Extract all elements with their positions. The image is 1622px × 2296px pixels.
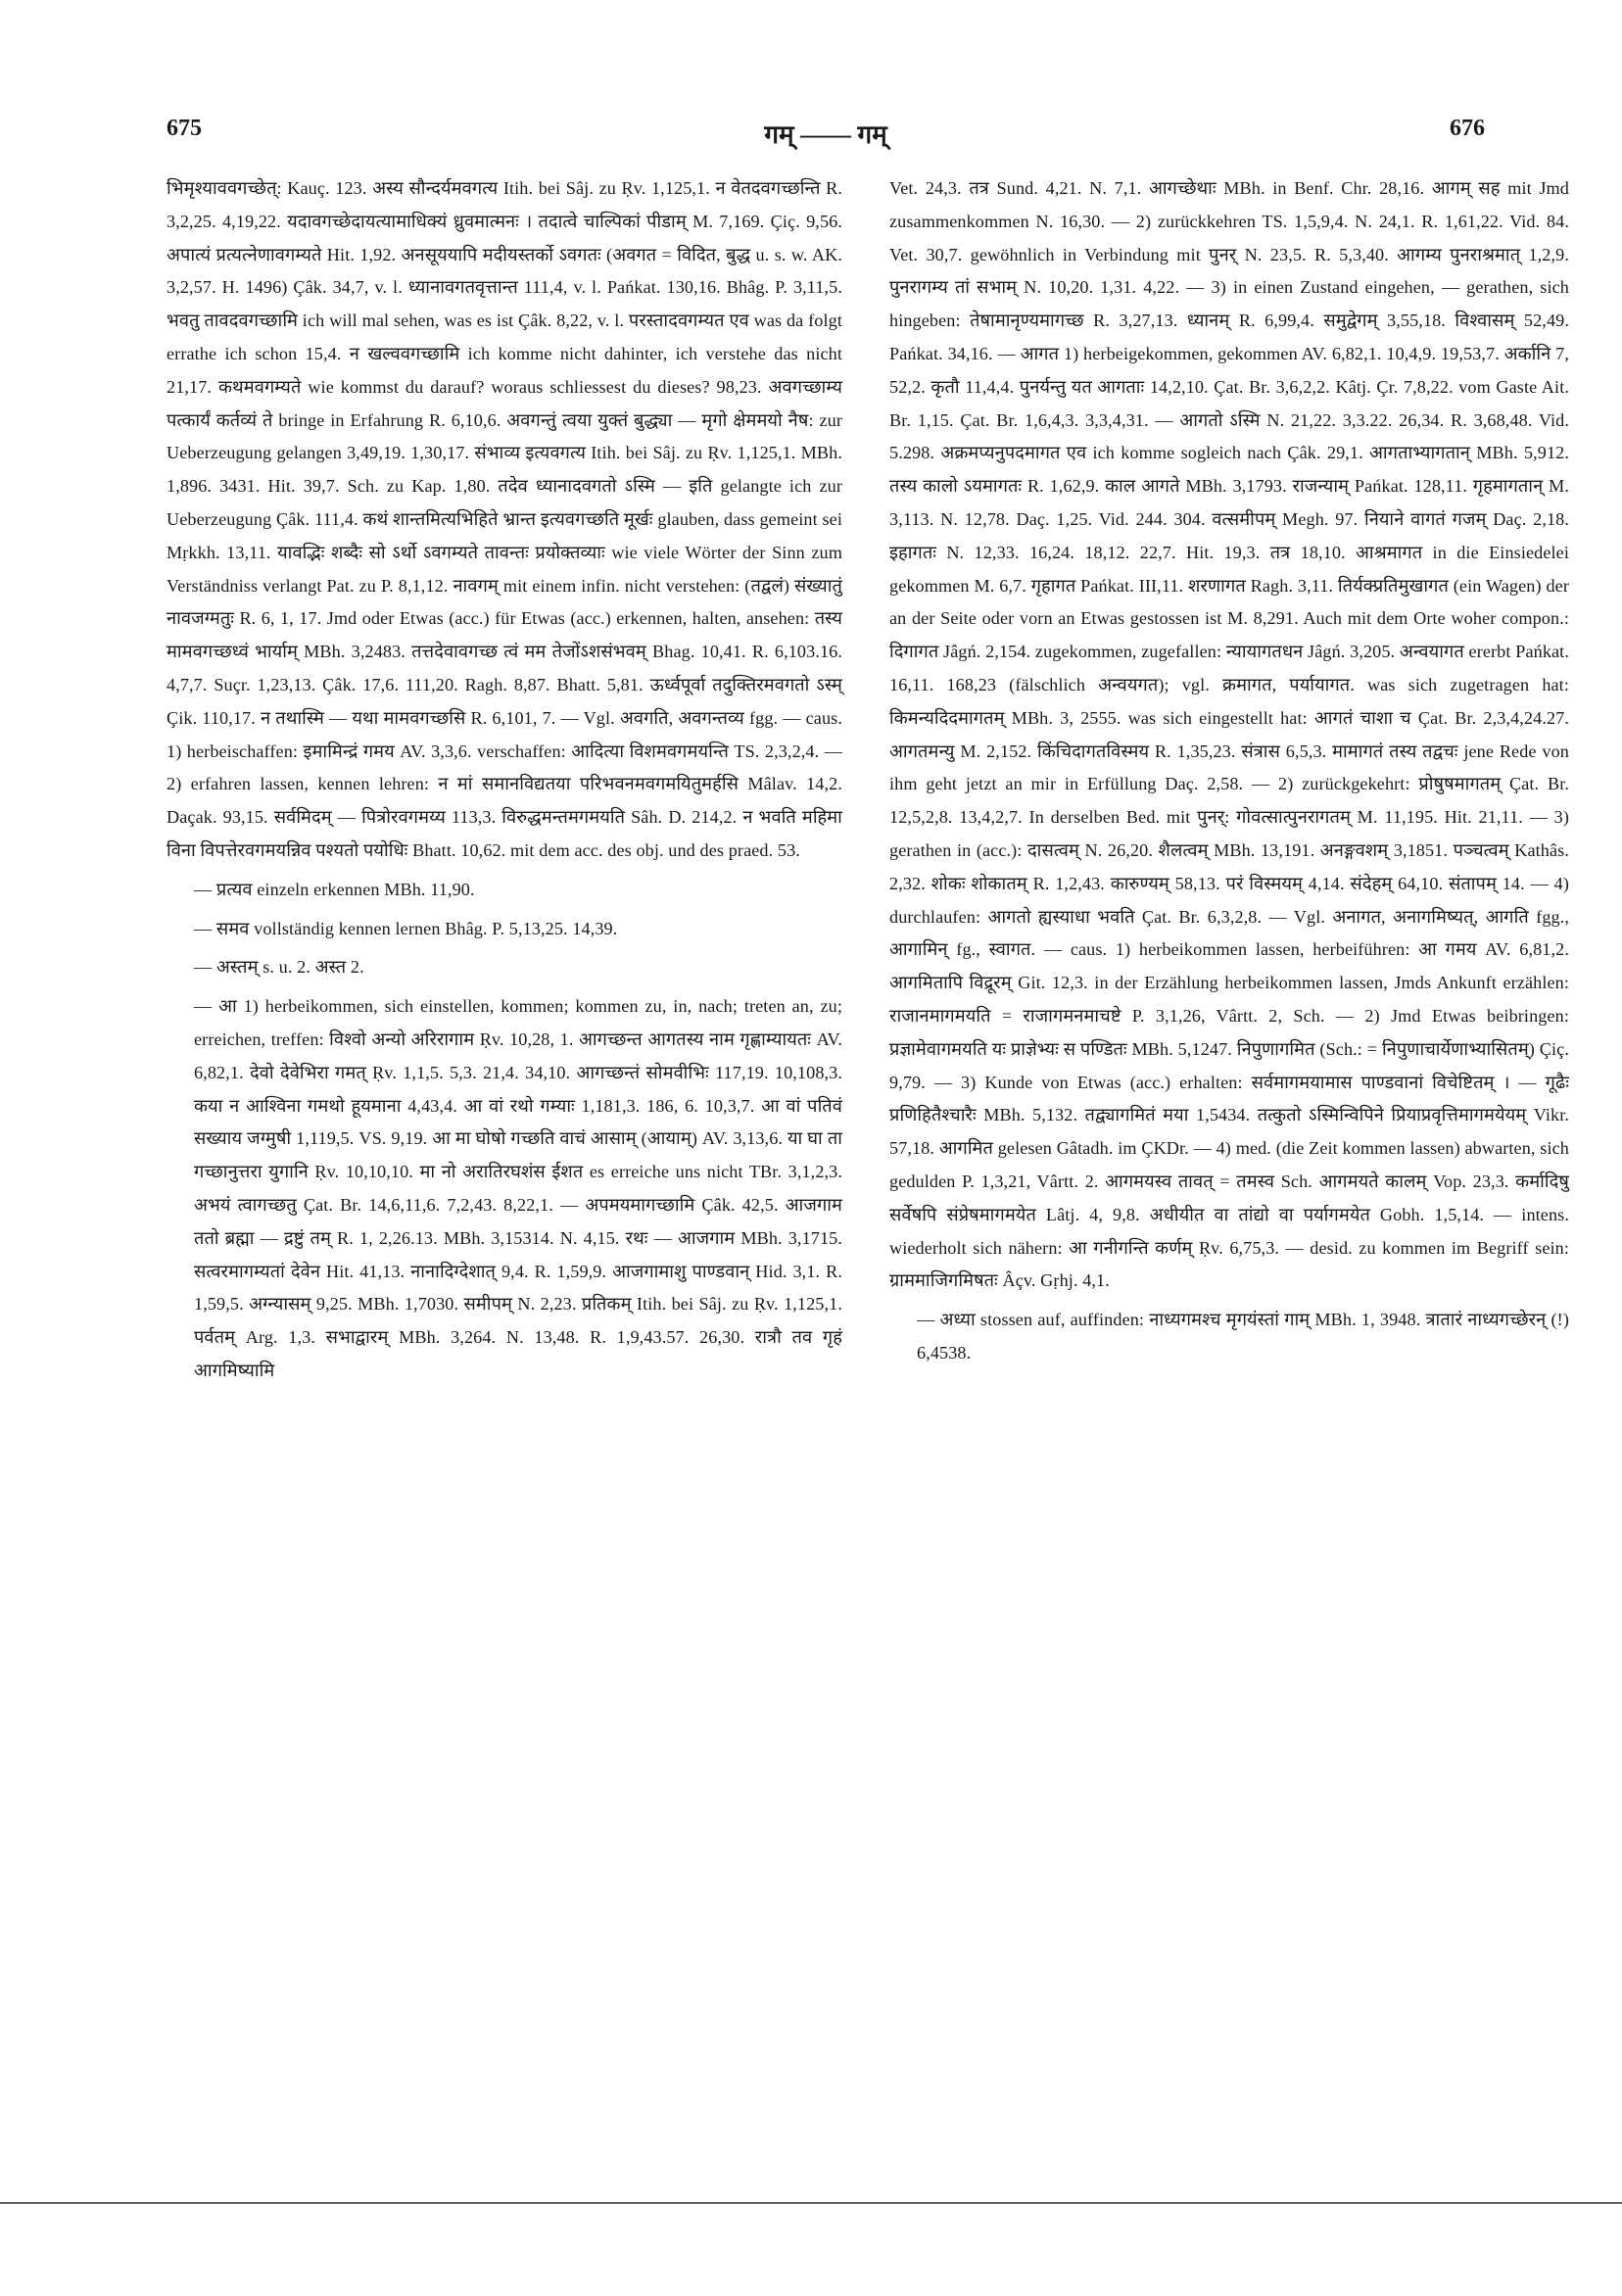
left-subentry-3: — अस्तम् s. u. 2. अस्त 2.: [194, 957, 364, 978]
left-column: [167, 172, 842, 1388]
left-subentry-2: — समव vollständig kennen lernen Bhâg. P. 5,13,25. 14,39.: [194, 918, 618, 938]
right-column: [889, 172, 1569, 1370]
bottom-rule: [0, 2202, 1622, 2204]
right-paragraph-1: Vet. 24,3. तत्र Sund. 4,21. N. 7,1. आगच्छेथाः MBh. in Benf. Chr. 28,16. आगम् सह mit Jmd zusammenkommen N. 16,30. — 2) zurückkehren TS. 1,5,9,4. N. 24,1. R. 1,61,22. Vid. 84. Vet. 30,7. gewöhnlich in Verbindung mit पुनर् N. 23,5. R. 5,3,40. आगम्य पुनराश्रमात् 1,2,9. पुनरागम्य तां सभाम् N. 10,20. 1,31. 4,22. — 3) in einen Zustand eingehen, — gerathen, sich hingeben: तेषामानृण्यमागच्छ R. 3,27,13. ध्यानम् R. 6,99,4. समुद्वेगम् 3,55,18. विश्वासम् 52,49. Pańkat. 34,16. — आगत 1) herbeigekommen, gekommen AV. 6,82,1. 10,4,9. 19,53,7. अर्कानि 7, 52,2. कृतौ 11,4,4. पुनर्यन्तु यत आगताः 14,2,10. Çat. Br. 3,6,2,2. Kâtj. Çr. 7,8,22. vom Gaste Ait. Br. 1,15. Çat. Br. 1,6,4,3. 3,3,4,31. — आगतो ऽस्मि N. 21,22. 3,3.22. 26,34. R. 3,68,48. Vid. 5.298. अक्रमप्यनुपदमागत एव ich komme sogleich nach Çâk. 29,1. आगताभ्यागतान् MBh. 5,912. तस्य कालो ऽयमागतः R. 1,62,9. काल आगते MBh. 3,1793. राजन्याम् Pańkat. 128,11. गृहमागतान् M. 3,113. N. 12,78. Daç. 1,25. Vid. 244. 304. वत्समीपम् Megh. 97. नियाने वागतं गजम् Daç. 2,18. इहागतः N. 12,33. 16,24. 18,12. 22,7. Hit. 19,3. तत्र 18,10. आश्रमागत in die Einsiedelei gekommen M. 6,7. गृहागत Pańkat. III,11. शरणागत Ragh. 3,11. तिर्यक्प्रतिमुखागत (ein Wagen) der an der Seite oder vorn an Etwas gestossen ist M. 8,291. Auch mit dem Orte woher compon.: दिगागत Jâgń. 2,154. zugekommen, zugefallen: न्यायागतधन Jâgń. 3,205. अन्वयागत ererbt Pańkat. 16,11. 168,23 (fälschlich अन्वयगत); vgl. क्रमागत, पर्यायागत. was sich zugetragen hat: किमन्यदिदमागतम् MBh. 3, 2555. was sich eingestellt hat: आगतं चाशा च Çat. Br. 2,3,4,24.27. आगतमन्यु M. 2,152. किंचिदागतविस्मय R. 1,35,23. संत्रास 6,5,3. मामागतं तस्य तद्वचः jene Rede von ihm geht jetzt an mir in Erfüllung Daç. 2,58. — 2) zurückgekehrt: प्रोषुषमागतम् Çat. Br. 12,5,2,8. 13,4,2,7. In derselben Bed. mit पुनर्: गोवत्सात्पुनरागतम् M. 11,195. Hit. 21,11. — 3) gerathen in (acc.): दासत्वम् N. 26,20. शैलत्वम् MBh. 13,191. अनङ्गवशम् 3,1851. पञ्चत्वम् Kathâs. 2,32. शोकः शोकातम् R. 1,2,43. कारुण्यम् 58,13. परं विस्मयम् 4,14. संदेहम् 64,10. संतापम् 14. — 4) durchlaufen: आगतो ह्यस्याधा भवति Çat. Br. 6,3,2,8. — Vgl. अनागत, अनागमिष्यत्, आगति fgg., आगामिन् fg., स्वागत. — caus. 1) herbeikommen lassen, herbeiführen: आ गमय AV. 6,81,2. आगमितापि विद्रूरम् Git. 12,3. in der Erzählung herbeikommen lassen, Jmds Ankunft erzählen: राजानमागमयति = राजागमनमाचष्टे P. 3,1,26, Vârtt. 2, Sch. — 2) Jmd Etwas beibringen: प्रज्ञामेवागमयति यः प्राज्ञेभ्यः स पण्डितः MBh. 5,1247. निपुणागमित (Sch.: = निपुणाचार्येणाभ्यासितम्) Çiç. 9,79. — 3) Kunde von Etwas (acc.) erhalten: सर्वमागमयामास पाण्डवानां विचेष्टितम् । — गूढैः प्रणिहितैश्चारैः MBh. 5,132. तद्व्यागमितं मया 1,5434. तत्कुतो ऽस्मिन्विपिने प्रियाप्रवृत्तिमागमयेयम् Vikr. 57,18. आगमित gelesen Gâtadh. im ÇKDr. — 4) med. (die Zeit kommen lassen) abwarten, sich gedulden P. 1,3,21, Vârtt. 2. आगमयस्व तावत् = तमस्व Sch. आगमयते कालम् Vop. 23,3. कर्मादिषु सर्वेषपि संप्रेषमागमयेत Lâtj. 4, 9,8. अधीयीत वा तांद्यो वा पर्यागमयेत Gobh. 1,5,14. — intens. wiederholt sich nähern: आ गनीगन्ति कर्णम् Ṛv. 6,75,3. — desid. zu kommen im Begriff sein: ग्राममाजिगमिषतः Âçv. Gṛhj. 4,1.: [889, 178, 1569, 1291]
running-title: गम् —— गम्: [764, 120, 887, 149]
left-paragraph-1: भिमृश्याववगच्छेत्: Kauç. 123. अस्य सौन्दर्यमवगत्य Itih. bei Sâj. zu Ṛv. 1,125,1. न वेतदवगच्छन्ति R. 3,2,25. 4,19,22. यदावगच्छेदायत्यामाधिक्यं ध्रुवमात्मनः । तदात्वे चाल्पिकां पीडाम् M. 7,169. Çiç. 9,56. अपात्यं प्रत्यत्नेणावगम्यते Hit. 1,92. अनसूययापि मदीयस्तर्को ऽवगतः (अवगत = विदित, बुद्ध u. s. w. AK. 3,2,57. H. 1496) Çâk. 34,7, v. l. ध्यानावगतवृत्तान्त 111,4, v. l. Pańkat. 130,16. Bhâg. P. 3,11,5. भवतु तावदवगच्छामि ich will mal sehen, was es ist Çâk. 8,22, v. l. परस्तादवगम्यत एव was da folgt errathe ich schon 15,4. न खल्ववगच्छामि ich komme nicht dahinter, ich verstehe das nicht 21,17. कथमवगम्यते wie kommst du darauf? woraus schliessest du dieses? 98,23. अवगच्छाम्य पत्कार्यं कर्तव्यं ते bringe in Erfahrung R. 6,10,6. अवगन्तुं त्वया युक्तं बुद्ध्या — मृगो क्षेममयो नैष: zur Ueberzeugung gelangen 3,49,19. 1,30,17. संभाव्य इत्यवगत्य Itih. bei Sâj. zu Ṛv. 1,125,1. MBh. 1,896. 3431. Hit. 39,7. Sch. zu Kap. 1,80. तदेव ध्यानादवगतो ऽस्मि — इति gelangte ich zur Ueberzeugung Çâk. 111,4. कथं शान्तमित्यभिहिते भ्रान्त इत्यवगच्छति मूर्खः glauben, dass gemeint sei Mṛkkh. 13,11. यावद्भिः शब्दैः सो ऽर्थो ऽवगम्यते तावन्तः प्रयोक्तव्याः wie viele Wörter der Sinn zum Verständniss verlangt Pat. zu P. 8,1,12. नावगम् mit einem infin. nicht verstehen: (तद्वलं) संख्यातुं नावजग्मतुः R. 6, 1, 17. Jmd oder Etwas (acc.) für Etwas (acc.) erkennen, halten, ansehen: तस्य मामवगच्छध्वं भार्याम् MBh. 3,2483. तत्तदेवावगच्छ त्वं मम तेजोंऽशसंभवम् Bhag. 10,41. R. 6,103.16. 4,7,7. Suçr. 1,23,13. Çâk. 17,6. 111,20. Ragh. 8,87. Bhatt. 5,81. ऊर्ध्वपूर्वा तदुक्तिरमवगतो ऽस्म् Çik. 110,17. न तथास्मि — यथा मामवगच्छसि R. 6,101, 7. — Vgl. अवगति, अवगन्तव्य fgg. — caus. 1) herbeischaffen: इमामिन्द्रं गमय AV. 3,3,6. verschaffen: आदित्या विशमवगमयन्ति TS. 2,3,2,4. — 2) erfahren lassen, kennen lehren: न मां समानविद्यतया परिभवनमवगमयितुमर्हसि Mâlav. 14,2. Daçak. 93,15. सर्वमिदम् — पित्रोरवगमय्य 113,3. विरुद्धमन्तमगमयति Sâh. D. 214,2. न भवति महिमा विना विपत्तेरवगमयन्निव पश्यतो पयोधिः Bhatt. 10,62. mit dem acc. des obj. und des praed. 53.: [167, 178, 842, 860]
left-subentry-1: — प्रत्यव einzeln erkennen MBh. 11,90.: [194, 879, 475, 899]
left-paragraph-2: — आ 1) herbeikommen, sich einstellen, kommen; kommen zu, in, nach; treten an, zu; erreichen, treffen: विश्वो अन्यो अरिरागाम Ṛv. 10,28, 1. आगच्छन्त आगतस्य नाम गृह्णाम्यायतः AV. 6,82,1. देवो देवेभिरा गमत् Ṛv. 1,1,5. 5,3. 21,4. 34,10. आगच्छन्तं सोमवीभिः 117,19. 10,108,3. कया न आश्विना गमथो हूयमाना 4,43,4. आ वां रथो गम्याः 1,181,3. 186, 6. 10,3,7. आ वां पतिवं सख्याय जग्मुषी 1,119,5. VS. 9,19. आ मा घोषो गच्छति वाचं आसाम् (आयाम्) AV. 3,13,6. या घा ता गच्छानुत्तरा युगानि Ṛv. 10,10,10. मा नो अरातिरघशंस ईशत es erreiche uns nicht TBr. 3,1,2,3. अभयं त्वागच्छतु Çat. Br. 14,6,11,6. 7,2,43. 8,22,1. — अपमयमागच्छामि Çâk. 42,5. आजगाम ततो ब्रह्मा — द्रष्टुं तम् R. 1, 2,26.13. MBh. 3,15314. N. 4,15. रथः — आजगाम MBh. 3,1715. सत्वरमागम्यतां देवेन Hit. 41,13. नानादिग्देशात् 9,4. R. 1,59,9. आजगामाशु पाण्डवान् Hid. 3,1. R. 1,59,5. अग्न्यासम् 9,25. MBh. 1,7030. समीपम् N. 2,23. प्रतिकम् Itih. bei Sâj. zu Ṛv. 1,125,1. पर्वतम् Arg. 1,3. सभाद्वारम् MBh. 3,264. N. 13,48. R. 1,9,43.57. 26,30. रात्रौ तव गृहं आगमिष्यामि: [194, 996, 842, 1380]
right-subentry-1: — अध्या stossen auf, auffinden: नाध्यगमश्च मृगयंस्तां गाम् MBh. 1, 3948. त्रातारं नाध्यगच्छेरन् (!) 6,4538.: [917, 1310, 1569, 1363]
page-number-right: 676: [1450, 116, 1485, 141]
page-header: [167, 116, 1485, 155]
page-number-left: 675: [167, 116, 202, 141]
